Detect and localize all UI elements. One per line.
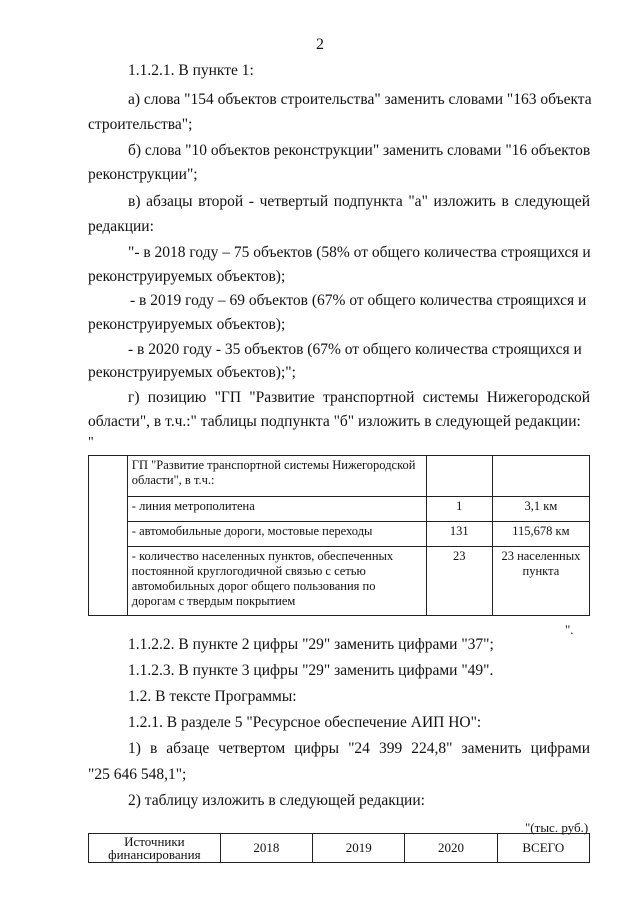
para-1-1-2-2: 1.1.2.2. В пункте 2 цифры "29" заменить цифрами "37"; <box>128 636 494 653</box>
para-v-line1: в) абзацы второй - четвертый подпункта "а" изложить в следующей <box>128 193 590 210</box>
para-2018-line2: реконструируемых объектов); <box>88 268 286 285</box>
para-1-line1: 1) в абзаце четвертом цифры "24 399 224,8" заменить цифрами <box>128 740 590 757</box>
table-cell-qty: 1 <box>426 497 492 522</box>
para-a-line1: а) слова "154 объектов строительства" заменить словами "163 объекта <box>128 91 592 108</box>
para-1-line2: "25 646 548,1"; <box>88 766 187 783</box>
table-row <box>89 456 590 497</box>
para-2020-line1: - в 2020 году - 35 объектов (67% от общего количества строящихся и <box>128 341 582 358</box>
page-number: 2 <box>316 36 324 53</box>
para-1-1-2-1: 1.1.2.1. В пункте 1: <box>128 62 254 79</box>
table-row <box>89 497 590 522</box>
table-cell-qty: 131 <box>426 522 492 547</box>
table-cell-qty: 23 <box>426 547 492 616</box>
table-cell-name: - количество населенных пунктов, обеспеченных постоянной круглогодичной связью с сетью автомобильных дорог общего пользования по дорогам с твердым покрытием <box>127 547 426 616</box>
funding-table <box>88 833 590 863</box>
table-cell-value: 23 населенных пункта <box>492 547 589 616</box>
para-1-2: 1.2. В тексте Программы: <box>128 688 297 705</box>
para-v-line2: редакции: <box>88 218 154 235</box>
table-header-cell: ВСЕГО <box>497 834 589 863</box>
para-2018-line1: "- в 2018 году – 75 объектов (58% от общего количества строящихся и <box>128 244 591 261</box>
table-cell-value: 3,1 км <box>492 497 589 522</box>
para-2: 2) таблицу изложить в следующей редакции: <box>128 792 425 809</box>
para-g-line2: области", в т.ч.:" таблицы подпункта "б" изложить в следующей редакции: <box>88 413 581 430</box>
table-cell-name: - линия метрополитена <box>127 497 426 522</box>
table-cell-value: 115,678 км <box>492 522 589 547</box>
para-2019-line2: реконструируемых объектов); <box>88 316 286 333</box>
para-a-line2: строительства"; <box>88 116 193 133</box>
para-1-2-1: 1.2.1. В разделе 5 "Ресурсное обеспечение АИП НО": <box>128 714 482 731</box>
para-g-line1: г) позицию "ГП "Развитие транспортной системы Нижегородской <box>128 389 590 406</box>
close-quote: ". <box>565 622 574 637</box>
table-cell-empty <box>89 456 128 616</box>
table-header-cell: Источники финансирования <box>89 834 221 863</box>
para-b-line1: б) слова "10 объектов реконструкции" заменить словами "16 объектов <box>128 142 591 159</box>
table-row <box>89 547 590 616</box>
table-cell-qty <box>426 456 492 497</box>
table-header-cell: 2018 <box>220 834 312 863</box>
table-header-cell: 2019 <box>313 834 405 863</box>
para-b-line2: реконструкции"; <box>88 166 198 183</box>
objects-table <box>88 455 590 616</box>
table-header-cell: 2020 <box>405 834 497 863</box>
units-label: "(тыс. руб.) <box>525 820 589 835</box>
table-cell-name: ГП "Развитие транспортной системы Нижегородской области", в т.ч.: <box>127 456 426 497</box>
table-header-row <box>89 834 590 863</box>
table-row <box>89 522 590 547</box>
open-quote: " <box>88 435 94 450</box>
table-cell-name: - автомобильные дороги, мостовые переходы <box>127 522 426 547</box>
para-2020-line2: реконструируемых объектов);"; <box>88 364 296 381</box>
para-1-1-2-3: 1.1.2.3. В пункте 3 цифры "29" заменить цифрами "49". <box>128 662 494 679</box>
table-cell-value <box>492 456 589 497</box>
para-2019-line1: - в 2019 году – 69 объектов (67% от общего количества строящихся и <box>130 292 587 309</box>
